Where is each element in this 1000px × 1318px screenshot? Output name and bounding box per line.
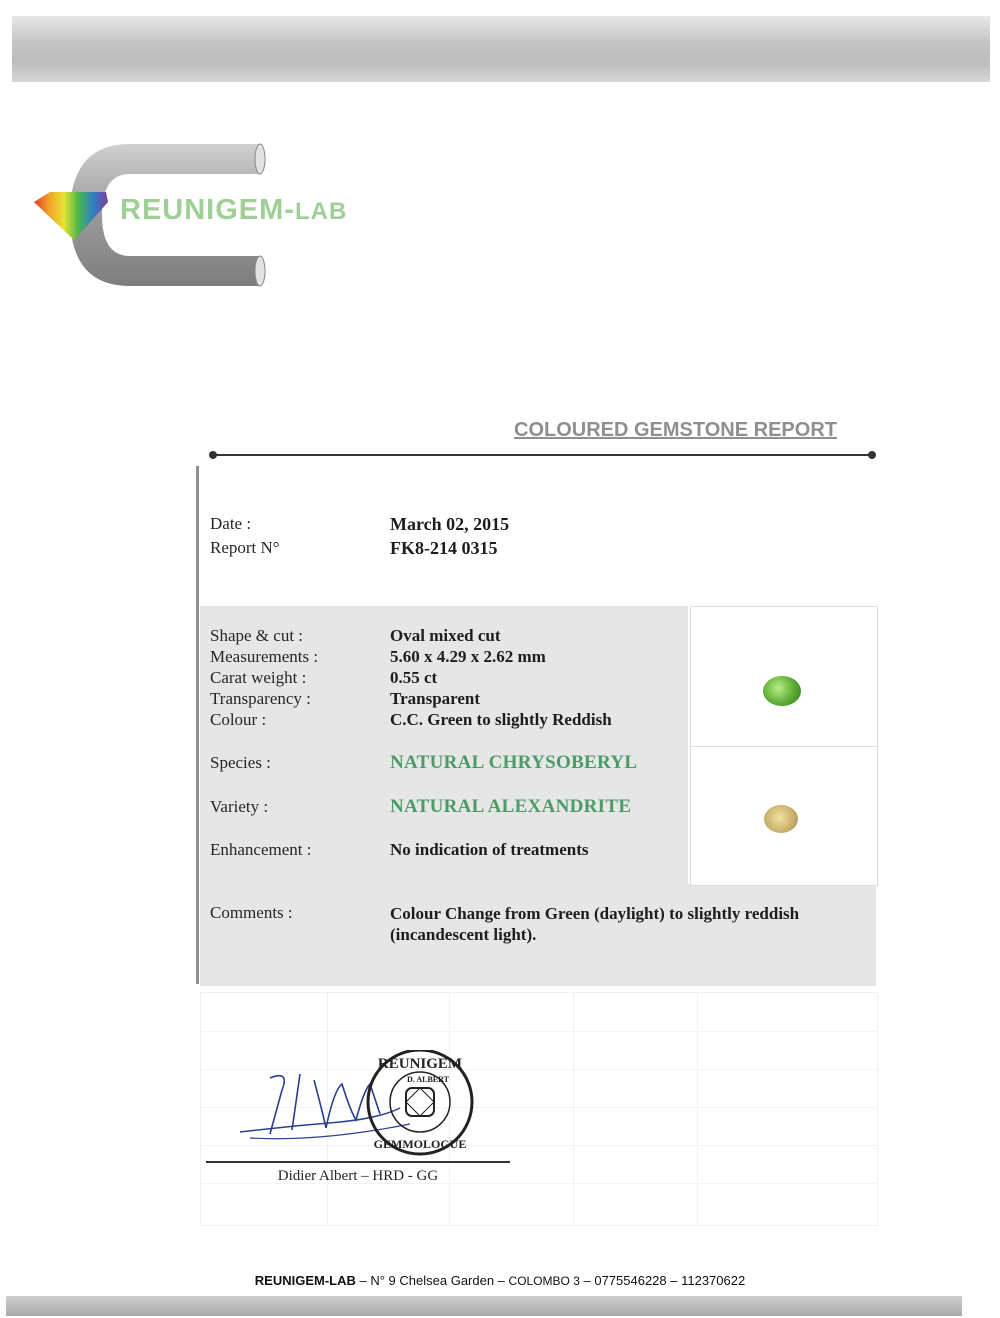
signature-and-seal xyxy=(230,1050,490,1160)
carat-label: Carat weight : xyxy=(210,668,307,687)
date-label: Date : xyxy=(210,514,252,533)
gem-photos xyxy=(690,606,878,886)
footer-lab-name: REUNIGEM-LAB xyxy=(254,1273,356,1288)
variety-value: NATURAL ALEXANDRITE xyxy=(390,796,632,817)
report-title: COLOURED GEMSTONE REPORT xyxy=(514,419,837,441)
measurements-value: 5.60 x 4.29 x 2.62 mm xyxy=(390,647,546,666)
comments-value: Colour Change from Green (daylight) to slightly reddish (incandescent light). xyxy=(390,904,800,944)
enhancement-label: Enhancement : xyxy=(210,840,312,859)
report-number-label: Report N° xyxy=(210,538,280,557)
colour-value: C.C. Green to slightly Reddish xyxy=(390,710,612,729)
signer-name: Didier Albert – HRD - GG xyxy=(277,1168,439,1184)
left-vertical-rule xyxy=(196,466,199,984)
carat-value: 0.55 ct xyxy=(390,668,438,687)
transparency-value: Transparent xyxy=(390,689,481,708)
species-label: Species : xyxy=(210,753,271,772)
gem-photo-incandescent xyxy=(764,805,798,833)
footer-city: COLOMBO 3 xyxy=(508,1274,580,1288)
enhancement-value: No indication of treatments xyxy=(390,840,589,859)
measurements-label: Measurements : xyxy=(210,647,319,666)
signature-rule xyxy=(206,1161,510,1163)
footer-phones: – 0775546228 – 112370622 xyxy=(579,1273,746,1288)
seal-bottom-text: GEMMOLOGUE xyxy=(373,1137,467,1151)
rule-dot-left xyxy=(209,451,217,459)
photo-divider xyxy=(691,746,877,747)
footer-street: – N° 9 Chelsea Garden – xyxy=(355,1273,509,1288)
variety-label: Variety : xyxy=(210,797,269,816)
rule-dot-right xyxy=(868,451,876,459)
transparency-label: Transparency : xyxy=(210,689,311,708)
gem-photo-daylight xyxy=(763,676,801,706)
top-banner-bar xyxy=(12,16,990,82)
bottom-banner-bar xyxy=(6,1296,962,1316)
shape-label: Shape & cut : xyxy=(210,626,304,645)
report-number-value: FK8-214 0315 xyxy=(390,538,498,558)
footer-address xyxy=(0,1273,1000,1288)
logo-wordmark: REUNIGEM-LAB xyxy=(120,194,348,226)
colour-label: Colour : xyxy=(210,710,267,729)
date-value: March 02, 2015 xyxy=(390,514,510,534)
comments-label: Comments : xyxy=(210,903,293,922)
seal-middle-text: D. ALBERT xyxy=(407,1075,449,1084)
title-rule xyxy=(212,454,874,456)
shape-value: Oval mixed cut xyxy=(390,626,501,645)
seal-top-text: REUNIGEM xyxy=(377,1056,463,1072)
species-value: NATURAL CHRYSOBERYL xyxy=(390,752,638,773)
